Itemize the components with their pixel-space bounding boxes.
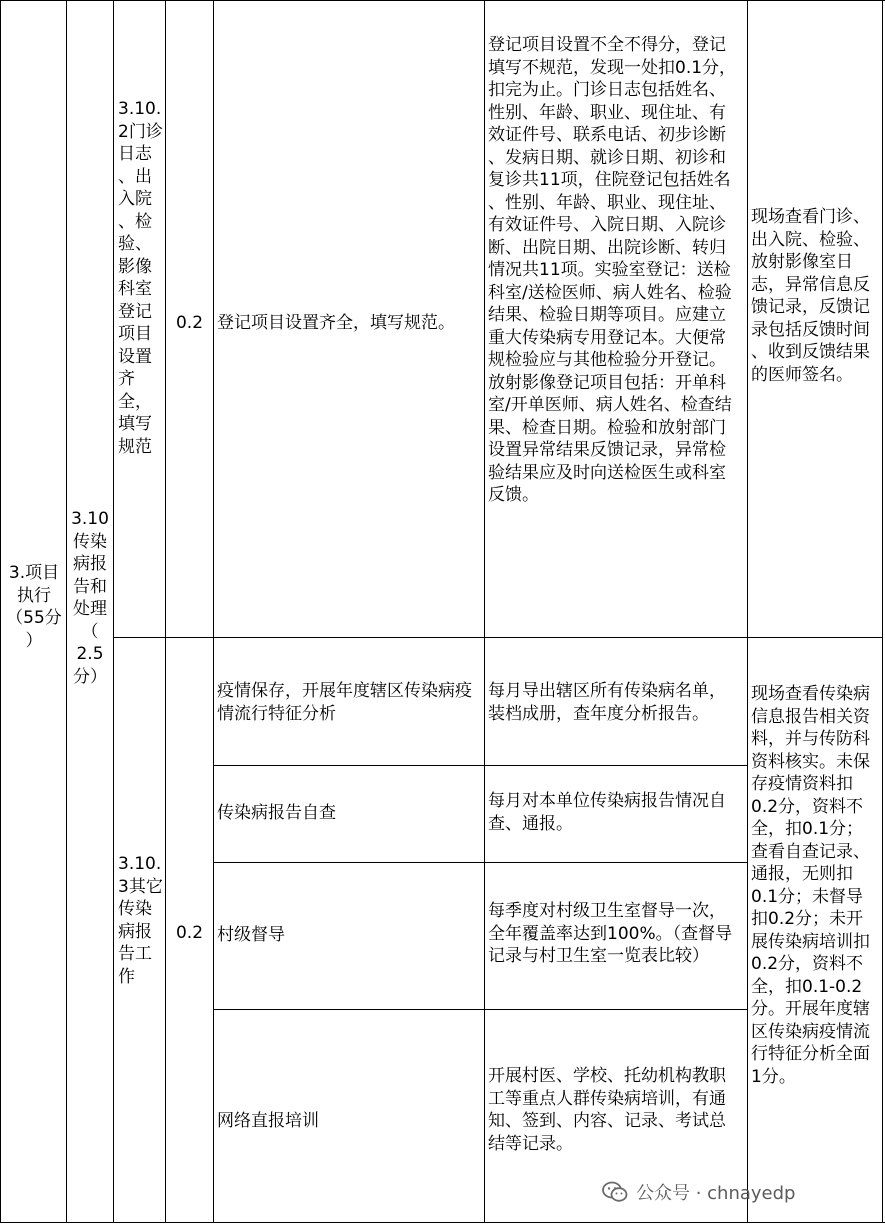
watermark-text: 公众号 · chnayedp bbox=[636, 1183, 796, 1204]
table-border-top bbox=[0, 0, 885, 1]
subcategory-cell: 3.10 传染 病报 告和 处理 （ 2.5 分） bbox=[71, 509, 109, 687]
standard-row-2: 每月对本单位传染病报告情况自 查、通报。 bbox=[488, 791, 726, 834]
category-cell: 3.项目 执行 （55分 ） bbox=[6, 563, 62, 651]
requirement-row-4: 网络直报培训 bbox=[217, 1111, 319, 1131]
standard-row-3: 每季度对村级卫生室督导一次， 全年覆盖率达到100%。（查督导 记录与村卫生室一览表比较） bbox=[488, 901, 733, 966]
method-3-10-2: 现场查看门诊、 出入院、检验、 放射影像室日 志，异常信息反 馈记录，反馈记 录包括反馈时间 、收到反馈结果 的医师签名。 bbox=[751, 207, 870, 385]
table-border-right bbox=[882, 0, 883, 1223]
row-divider-c bbox=[213, 1009, 748, 1010]
col-divider-5 bbox=[484, 0, 485, 1223]
item-3-10-3: 3.10. 3其它 传染 病报 告工 作 bbox=[118, 854, 163, 987]
requirement-row-2: 传染病报告自查 bbox=[217, 803, 336, 823]
col-divider-4 bbox=[213, 0, 214, 1223]
standard-row-4: 开展村医、学校、托幼机构教职 工等重点人群传染病培训，有通 知、签到、内容、记录、考试总 结等记录。 bbox=[488, 1066, 726, 1154]
row-divider-b bbox=[213, 862, 748, 863]
table-border-left bbox=[0, 0, 1, 1223]
row-divider-section bbox=[113, 637, 883, 638]
standard-3-10-2: 登记项目设置不全不得分，登记 填写不规范，发现一处扣0.1分， 扣完为止。门诊日志包括姓名、 性别、年龄、职业、现住址、有 效证件号、联系电话、初步诊断 、发病日期、就诊日期、初诊和 复诊共11项，住院登记包括姓名 、性别、年龄、职业、现住址、 有效证件号、入院日期、入院诊 断、出院日期、出院诊断、转归 情况共11项。实验室登记：送检 科室/送检医师、病人姓名、检验 结果、检验日期等项目。应建立 重大传染病专用登记本。大便常 规检验应与其他检验分开登记。 放射影像登记项目包括：开单科 室/开单医师、病人姓名、检查结 果、检查日期。检验和放射部门 设置异常结果反馈记录，异常检 验结果应及时向送检医生或科室 反馈。 bbox=[488, 35, 737, 505]
method-3-10-3: 现场查看传染病 信息报告相关资 料，并与传防科 资料核实。未保 存疫情资料扣 0.2分，资料不 全，扣0.1分； 查看自查记录、 通报，无则扣 0.1分；未督导 扣0.2分；未开 展传染病培训扣 0.2分，资料不 全，扣0.1-0.2 分。开展年度辖 区传染病疫情流 行特征分析全面 1分。 bbox=[751, 684, 870, 1087]
wechat-icon bbox=[602, 1181, 628, 1203]
watermark bbox=[602, 1178, 796, 1206]
requirement-row-3: 村级督导 bbox=[217, 925, 285, 945]
requirement-3-10-2: 登记项目设置齐全，填写规范。 bbox=[217, 313, 455, 333]
item-3-10-2: 3.10. 2门诊 日志 、出 入院 、检 验、 影像 科室 登记 项目 设置 齐 全， 填写 规范 bbox=[118, 99, 163, 457]
score-3-10-2: 0.2 bbox=[175, 313, 204, 333]
col-divider-6 bbox=[747, 0, 748, 1223]
score-3-10-3: 0.2 bbox=[175, 923, 204, 943]
standard-row-1: 每月导出辖区所有传染病名单， 装档成册，查年度分析报告。 bbox=[488, 681, 726, 724]
row-divider-a bbox=[213, 765, 748, 766]
table-border-bottom bbox=[0, 1222, 885, 1223]
col-divider-2 bbox=[113, 0, 114, 1223]
col-divider-3 bbox=[165, 0, 166, 1223]
requirement-row-1: 疫情保存，开展年度辖区传染病疫 情流行特征分析 bbox=[217, 681, 472, 724]
